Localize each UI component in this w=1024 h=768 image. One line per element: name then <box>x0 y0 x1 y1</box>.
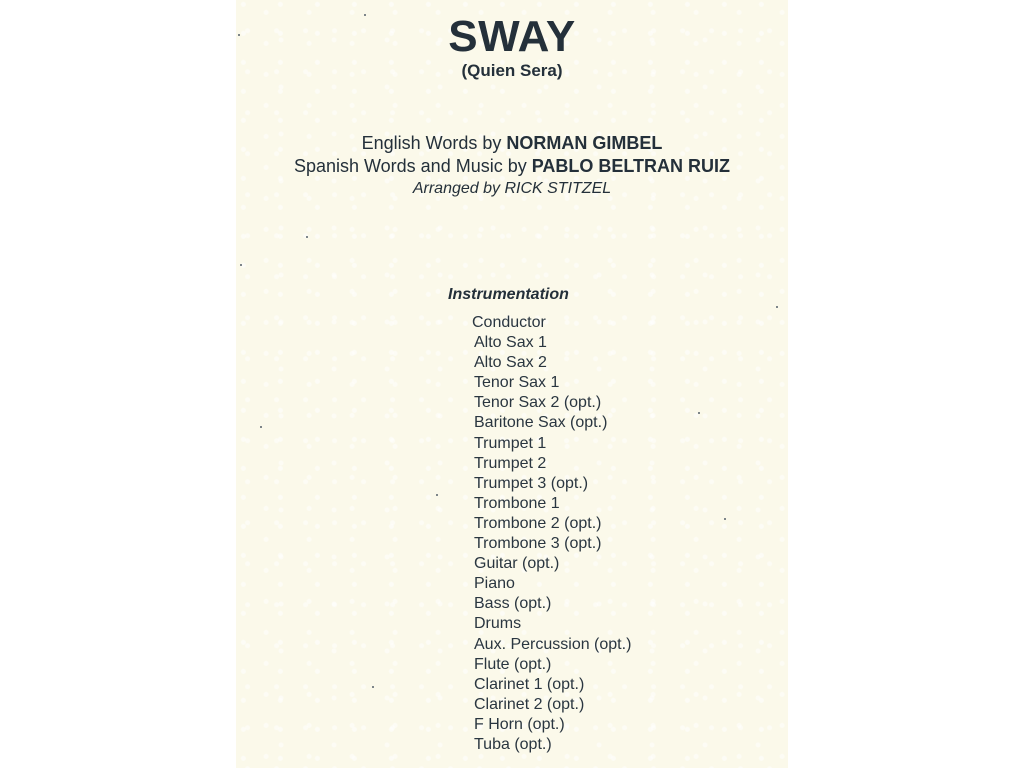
instrument-item: Piano <box>474 575 515 593</box>
sheet-music-cover-page <box>236 0 788 768</box>
song-subtitle: (Quien Sera) <box>461 61 563 80</box>
instrument-item: Trumpet 1 <box>474 434 547 452</box>
instrument-item: Drums <box>474 615 522 633</box>
composer-name: PABLO BELTRAN RUIZ <box>531 156 731 176</box>
paper-speck <box>698 412 700 414</box>
lyricist-name: NORMAN GIMBEL <box>506 133 663 153</box>
instrument-item: F Horn (opt.) <box>474 715 565 733</box>
instrumentation-list <box>474 313 631 755</box>
instrument-item: Trumpet 3 (opt.) <box>474 474 589 492</box>
instrument-item: Alto Sax 2 <box>474 354 547 372</box>
song-title: SWAY <box>448 12 576 61</box>
english-words-label: English Words by <box>361 133 507 153</box>
instrument-item: Trombone 1 <box>474 494 560 512</box>
instrument-item: Tuba (opt.) <box>474 735 552 753</box>
spanish-words-credit <box>236 155 788 178</box>
instrumentation-heading: Instrumentation <box>448 286 569 303</box>
instrument-item: Trombone 2 (opt.) <box>474 514 602 532</box>
paper-speck <box>372 686 374 688</box>
instrument-item: Alto Sax 1 <box>474 334 547 352</box>
credits-block <box>236 132 788 200</box>
paper-speck <box>306 236 308 238</box>
paper-speck <box>364 14 366 16</box>
instrument-item: Tenor Sax 2 (opt.) <box>474 394 602 412</box>
paper-speck <box>238 34 240 36</box>
paper-speck <box>260 426 262 428</box>
instrument-item: Trumpet 2 <box>474 454 547 472</box>
instrument-item: Guitar (opt.) <box>474 555 560 573</box>
instrument-item: Trombone 3 (opt.) <box>474 535 602 553</box>
paper-speck <box>724 518 726 520</box>
instrument-item: Bass (opt.) <box>474 595 552 613</box>
instrument-item: Tenor Sax 1 <box>474 374 560 392</box>
instrument-item: Baritone Sax (opt.) <box>474 414 608 432</box>
spanish-words-label: Spanish Words and Music by <box>293 156 532 176</box>
instrument-item: Flute (opt.) <box>474 655 552 673</box>
instrument-item: Conductor <box>472 314 546 331</box>
english-words-credit <box>236 132 788 155</box>
arranger-credit: Arranged by RICK STITZEL <box>412 180 612 197</box>
paper-speck <box>776 306 778 308</box>
paper-speck <box>436 494 438 496</box>
instrument-item: Clarinet 2 (opt.) <box>474 695 585 713</box>
instrument-item: Clarinet 1 (opt.) <box>474 675 585 693</box>
paper-speck <box>240 264 242 266</box>
instrument-item: Aux. Percussion (opt.) <box>474 635 632 653</box>
